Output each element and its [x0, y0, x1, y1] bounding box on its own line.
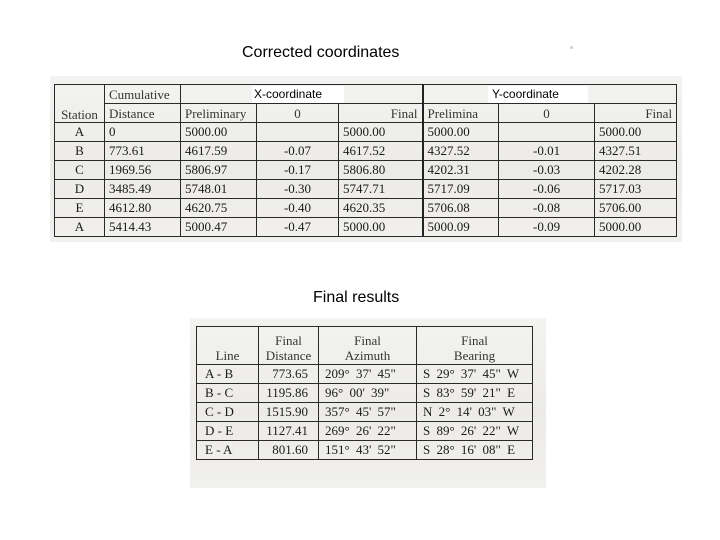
preliminary-y-cell: 4202.31 — [423, 161, 499, 180]
cumulative-distance-cell: 1969.56 — [105, 161, 181, 180]
preliminary-x-cell: 5748.01 — [181, 180, 257, 199]
distance-cell: 1127.41 — [259, 422, 319, 441]
station-cell: A — [55, 123, 105, 142]
final-y-cell: 4327.51 — [595, 142, 677, 161]
final-y-cell: 5000.00 — [595, 218, 677, 237]
preliminary-y-header: Prelimina — [423, 104, 499, 123]
final-x-cell: 4620.35 — [339, 199, 423, 218]
preliminary-y-cell: 5000.09 — [423, 218, 499, 237]
corrected-coordinates-heading: Corrected coordinates — [242, 44, 400, 61]
line-cell: A - B — [197, 365, 259, 384]
final-x-header: Final — [339, 104, 423, 123]
line-header: Line — [197, 327, 259, 365]
cumulative-distance-cell: 4612.80 — [105, 199, 181, 218]
final-distance-header: Final Distance — [259, 327, 319, 365]
table-row — [197, 441, 533, 460]
y-correction-cell: -0.08 — [499, 199, 595, 218]
table-row — [55, 123, 677, 142]
cumulative-header-line1: Cumulative — [105, 85, 181, 104]
station-cell: E — [55, 199, 105, 218]
azimuth-cell: 96° 00' 39" — [319, 384, 417, 403]
distance-cell: 1195.86 — [259, 384, 319, 403]
table-row — [55, 199, 677, 218]
final-y-cell: 4202.28 — [595, 161, 677, 180]
bearing-cell: N 2° 14' 03" W — [417, 403, 533, 422]
azimuth-cell: 269° 26' 22" — [319, 422, 417, 441]
table-row — [55, 180, 677, 199]
cumulative-distance-cell: 3485.49 — [105, 180, 181, 199]
bearing-cell: S 29° 37' 45" W — [417, 365, 533, 384]
preliminary-x-cell: 5000.47 — [181, 218, 257, 237]
y-correction-cell: -0.06 — [499, 180, 595, 199]
x-correction-cell: -0.30 — [257, 180, 339, 199]
y-correction-header: 0 — [499, 104, 595, 123]
y-correction-cell: -0.01 — [499, 142, 595, 161]
x-correction-cell: -0.40 — [257, 199, 339, 218]
final-y-cell: 5717.03 — [595, 180, 677, 199]
line-cell: B - C — [197, 384, 259, 403]
preliminary-x-cell: 5806.97 — [181, 161, 257, 180]
x-coordinate-header: X-coordinate — [252, 86, 344, 103]
final-x-cell: 5000.00 — [339, 123, 423, 142]
azimuth-cell: 357° 45' 57" — [319, 403, 417, 422]
bearing-cell: S 89° 26' 22" W — [417, 422, 533, 441]
preliminary-x-cell: 4620.75 — [181, 199, 257, 218]
table-row — [197, 365, 533, 384]
station-cell: D — [55, 180, 105, 199]
preliminary-x-header: Preliminary — [181, 104, 257, 123]
bearing-cell: S 28° 16' 08" E — [417, 441, 533, 460]
line-cell: D - E — [197, 422, 259, 441]
line-cell: E - A — [197, 441, 259, 460]
distance-cell: 773.65 — [259, 365, 319, 384]
station-header: Station — [55, 85, 105, 123]
y-correction-cell: -0.09 — [499, 218, 595, 237]
station-cell: C — [55, 161, 105, 180]
preliminary-y-cell: 5717.09 — [423, 180, 499, 199]
y-correction-cell: -0.03 — [499, 161, 595, 180]
table-row — [55, 142, 677, 161]
table-row — [197, 403, 533, 422]
cumulative-distance-cell: 5414.43 — [105, 218, 181, 237]
final-x-cell: 5806.80 — [339, 161, 423, 180]
cumulative-distance-cell: 773.61 — [105, 142, 181, 161]
table-row — [197, 422, 533, 441]
line-cell: C - D — [197, 403, 259, 422]
preliminary-x-cell: 4617.59 — [181, 142, 257, 161]
final-x-cell: 5747.71 — [339, 180, 423, 199]
azimuth-cell: 209° 37' 45" — [319, 365, 417, 384]
x-correction-cell — [257, 123, 339, 142]
final-results-table — [196, 326, 533, 460]
final-x-cell: 5000.00 — [339, 218, 423, 237]
cumulative-header-line2: Distance — [105, 104, 181, 123]
x-correction-cell: -0.07 — [257, 142, 339, 161]
x-correction-cell: -0.17 — [257, 161, 339, 180]
preliminary-y-cell: 5706.08 — [423, 199, 499, 218]
y-correction-cell — [499, 123, 595, 142]
table-row — [55, 161, 677, 180]
x-correction-header: 0 — [257, 104, 339, 123]
final-bearing-header: Final Bearing — [417, 327, 533, 365]
distance-cell: 801.60 — [259, 441, 319, 460]
table-row — [55, 218, 677, 237]
station-cell: B — [55, 142, 105, 161]
final-y-header: Final — [595, 104, 677, 123]
station-cell: A — [55, 218, 105, 237]
corrected-coordinates-table — [54, 84, 677, 237]
preliminary-y-cell: 5000.00 — [423, 123, 499, 142]
table-row — [197, 384, 533, 403]
final-y-cell: 5706.00 — [595, 199, 677, 218]
final-x-cell: 4617.52 — [339, 142, 423, 161]
final-azimuth-header: Final Azimuth — [319, 327, 417, 365]
preliminary-x-cell: 5000.00 — [181, 123, 257, 142]
cumulative-distance-cell: 0 — [105, 123, 181, 142]
azimuth-cell: 151° 43' 52" — [319, 441, 417, 460]
preliminary-y-cell: 4327.52 — [423, 142, 499, 161]
final-y-cell: 5000.00 — [595, 123, 677, 142]
final-results-heading: Final results — [313, 289, 400, 306]
bearing-cell: S 83° 59' 21" E — [417, 384, 533, 403]
y-coordinate-header: Y-coordinate — [488, 86, 588, 103]
x-correction-cell: -0.47 — [257, 218, 339, 237]
distance-cell: 1515.90 — [259, 403, 319, 422]
